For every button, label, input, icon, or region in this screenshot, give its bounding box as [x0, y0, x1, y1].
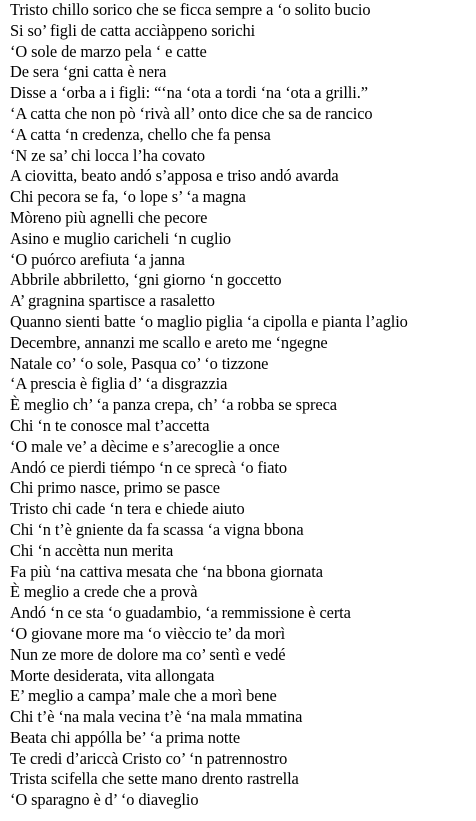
proverb-line: ‘A catta ‘n credenza, chello che fa pensa: [10, 124, 271, 144]
proverb-line: Chi primo nasce, primo se pasce: [10, 478, 220, 498]
proverb-line: ‘A catta che non pò ‘rivà all’ onto dice che sa de rancico: [10, 103, 373, 123]
proverb-line: Tristo chi cade ‘n tera e chiede aiuto: [10, 499, 245, 519]
proverb-line: Andó ce pierdi tiémpo ‘n ce sprecà ‘o fiato: [10, 457, 287, 477]
proverb-line: Asino e muglio caricheli ‘n cuglio: [10, 228, 232, 248]
proverb-line: ‘O sparagno è d’ ‘o diaveglio: [10, 790, 199, 810]
proverb-line: Chi ‘n accètta nun merita: [10, 540, 174, 560]
proverb-line: ‘O puórco arefiuta ‘a janna: [10, 249, 185, 269]
proverb-line: Fa più ‘na cattiva mesata che ‘na bbona giornata: [10, 561, 323, 581]
proverb-line: È meglio a crede che a provà: [10, 582, 198, 602]
proverb-line: E’ meglio a campa’ male che a morì bene: [10, 686, 277, 706]
proverb-line: ‘A prescia è figlia d’ ‘a disgrazzia: [10, 374, 228, 394]
proverb-line: ‘O male ve’ a dècime e s’arecoglie a once: [10, 436, 280, 456]
proverb-line: ‘O sole de marzo pela ‘ e catte: [10, 41, 207, 61]
proverb-line: Abbrile abbriletto, ‘gni giorno ‘n goccetto: [10, 270, 282, 290]
proverb-line: Decembre, annanzi me scallo e areto me ‘ngegne: [10, 332, 328, 352]
proverb-line: È meglio ch’ ‘a panza crepa, ch’ ‘a robba se spreca: [10, 395, 337, 415]
proverb-line: Chi ‘n t’è gniente da fa scassa ‘a vigna bbona: [10, 519, 304, 539]
proverb-line: A ciovitta, beato andó s’apposa e triso andó avarda: [10, 166, 339, 186]
proverb-line: Mòreno più agnelli che pecore: [10, 207, 208, 227]
proverb-list: [10, 0, 472, 811]
proverb-line: Disse a ‘orba a i figli: “‘na ‘ota a tordi ‘na ‘ota a grilli.”: [10, 83, 368, 103]
proverb-line: Natale co’ ‘o sole, Pasqua co’ ‘o tizzone: [10, 353, 269, 373]
proverb-line: Nun ze more de dolore ma co’ sentì e vedé: [10, 644, 286, 664]
proverb-line: De sera ‘gni catta è nera: [10, 62, 167, 82]
proverb-line: ‘O giovane more ma ‘o vièccio te’ da morì: [10, 623, 286, 643]
proverb-line: Te credi d’ariccà Cristo co’ ‘n patrennostro: [10, 748, 288, 768]
proverb-line: Chi pecora se fa, ‘o lope s’ ‘a magna: [10, 187, 246, 207]
proverb-line: Tristo chillo sorico che se ficca sempre a ‘o solito bucio: [10, 0, 371, 19]
proverb-line: Chi t’è ‘na mala vecina t’è ‘na mala mmatina: [10, 707, 303, 727]
proverb-line: Beata chi appólla be’ ‘a prima notte: [10, 727, 241, 747]
proverb-line: ‘N ze sa’ chi locca l’ha covato: [10, 145, 205, 165]
proverb-line: Quanno sienti batte ‘o maglio piglia ‘a cipolla e pianta l’aglio: [10, 311, 408, 331]
proverb-line: Andó ‘n ce sta ‘o guadambio, ‘a remmissione è certa: [10, 603, 351, 623]
proverb-line: Si so’ figli de catta acciàppeno sorichi: [10, 20, 256, 40]
proverb-line: Chi ‘n te conosce mal t’accetta: [10, 415, 210, 435]
proverb-line: Trista scifella che sette mano drento rastrella: [10, 769, 299, 789]
proverb-line: Morte desiderata, vita allongata: [10, 665, 215, 685]
proverb-line: A’ gragnina spartisce a rasaletto: [10, 291, 215, 311]
